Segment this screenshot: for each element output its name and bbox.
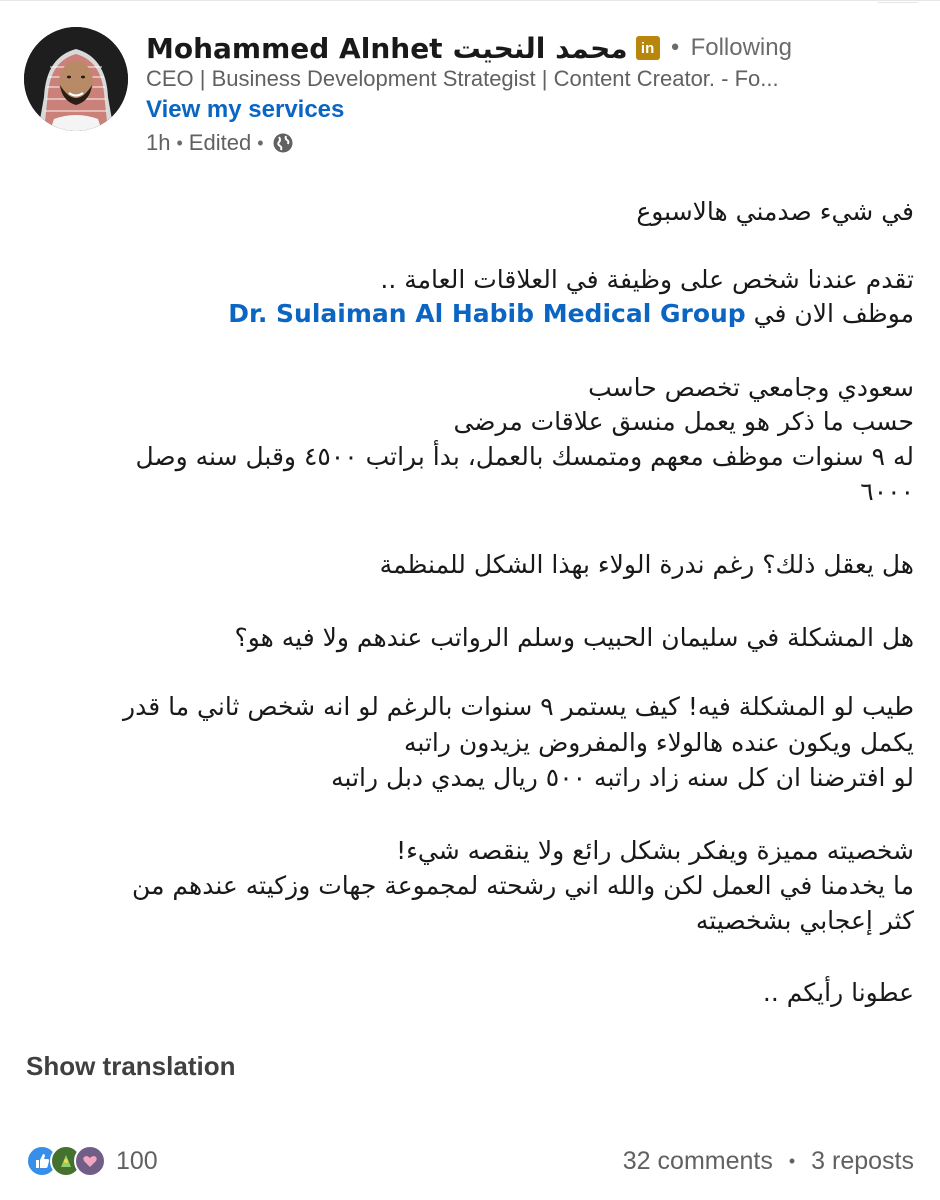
show-translation-button[interactable]: Show translation [26,1051,236,1081]
author-name-en[interactable]: Mohammed Alnhet [146,31,443,65]
post-line: ما يخدمنا في العمل لكن والله اني رشحته لمجموعة جهات وزكيته عندهم من [132,871,914,900]
comments-count-link[interactable]: 32 comments [622,1146,773,1175]
view-services-link[interactable]: View my services [146,96,345,123]
globe-icon [272,132,294,154]
avatar-image [24,27,128,131]
post-meta [146,128,294,158]
follow-status[interactable]: Following [690,34,792,61]
top-divider [0,0,940,1]
more-options-icon[interactable] [878,2,918,22]
post-line: شخصيته مميزة ويفكر بشكل رائع ولا ينقصه شيء! [396,836,914,865]
post-line: له ٩ سنوات موظف معهم ومتمسك بالعمل، بدأ براتب ٤٥٠٠ وقبل سنه وصل [135,442,914,471]
company-mention-link[interactable]: Dr. Sulaiman Al Habib Medical Group [228,299,746,328]
post-line: كثر إعجابي بشخصيته [695,906,914,935]
author-header [146,28,916,68]
post-line: هل يعقل ذلك؟ رغم ندرة الولاء بهذا الشكل للمنظمة [379,550,914,579]
post-line: في شيء صدمني هالاسبوع [636,197,914,226]
separator-dot: • [668,35,682,61]
premium-badge-icon: in [636,36,660,60]
reactions-summary[interactable] [26,1143,158,1179]
post-line: لو افترضنا ان كل سنه زاد راتبه ٥٠٠ ريال يمدي دبل راتبه [331,763,914,792]
reaction-count[interactable]: 100 [116,1146,158,1175]
post-line: حسب ما ذكر هو يعمل منسق علاقات مرضى [453,407,914,436]
post-line: تقدم عندنا شخص على وظيفة في العلاقات العامة .. [380,265,914,294]
post-time: 1h [146,130,171,155]
separator-dot: • [257,132,264,153]
separator-dot: • [176,132,183,153]
reposts-count-link[interactable]: 3 reposts [811,1146,914,1175]
post-line: هل المشكلة في سليمان الحبيب وسلم الرواتب عندهم ولا فيه هو؟ [234,623,914,652]
separator-dot: • [788,1150,796,1171]
avatar[interactable] [24,27,128,131]
post-line-with-mention [26,297,914,330]
support-icon [74,1145,106,1177]
author-name-ar[interactable]: محمد النحيت [452,31,628,65]
edited-label: Edited [188,130,252,155]
post-line: طيب لو المشكلة فيه! كيف يستمر ٩ سنوات بالرغم لو انه شخص ثاني ما قدر [123,692,914,721]
post-line: سعودي وجامعي تخصص حاسب [588,373,914,402]
author-headline: CEO | Business Development Strategist | Content Creator. - Fo... [146,66,779,91]
social-counts [623,1143,914,1179]
post-line: عطونا رأيكم .. [762,978,914,1007]
post-line: يكمل ويكون عنده هالولاء والمفروض يزيدون راتبه [404,728,914,757]
post-line-text: موظف الان في [753,299,914,328]
post-line: ٦٠٠٠ [860,477,914,506]
